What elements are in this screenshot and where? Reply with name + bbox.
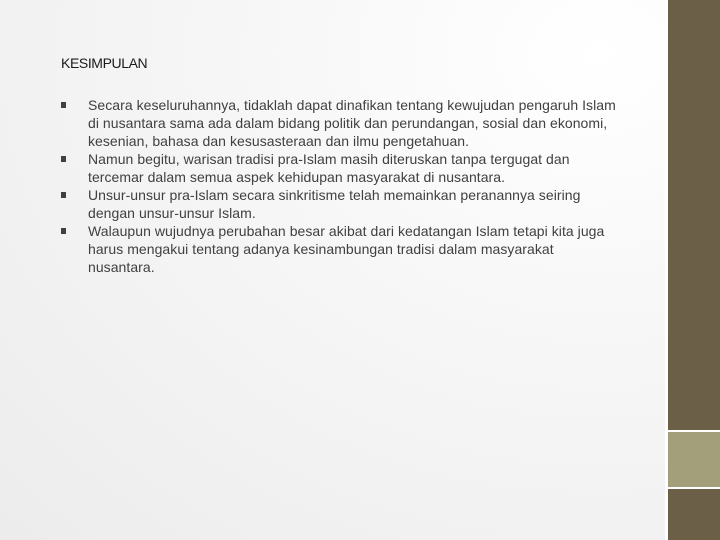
slide-title: KESIMPULAN [61, 55, 148, 71]
bullet-text: Walaupun wujudnya perubahan besar akibat dari kedatangan Islam tetapi kita juga harus mengakui tentang adanya kesinambungan tradisi dalam masyarakat nusantara. [88, 223, 605, 275]
square-bullet-icon [61, 156, 66, 162]
bullet-item [61, 186, 621, 222]
bullet-item [61, 150, 621, 186]
square-bullet-icon [61, 192, 66, 198]
bullet-text: Namun begitu, warisan tradisi pra-Islam masih diteruskan tanpa tergugat dan tercemar dalam semua aspek kehidupan masyarakat di nusantara. [88, 151, 570, 185]
decorative-sidebar-accent [668, 432, 720, 487]
bullet-text: Unsur-unsur pra-Islam secara sinkritisme telah memainkan peranannya seiring dengan unsur-unsur Islam. [88, 187, 581, 221]
bullet-item [61, 222, 621, 276]
bullet-item [61, 96, 621, 150]
sidebar-accent-bottom-line [668, 487, 720, 489]
bullet-text: Secara keseluruhannya, tidaklah dapat dinafikan tentang kewujudan pengaruh Islam di nusantara sama ada dalam bidang politik dan perundangan, sosial dan ekonomi, kesenian, bahasa dan kesusasteraan dan ilmu pengetahuan. [88, 97, 616, 149]
bullet-list [61, 96, 621, 276]
square-bullet-icon [61, 102, 66, 108]
square-bullet-icon [61, 228, 66, 234]
